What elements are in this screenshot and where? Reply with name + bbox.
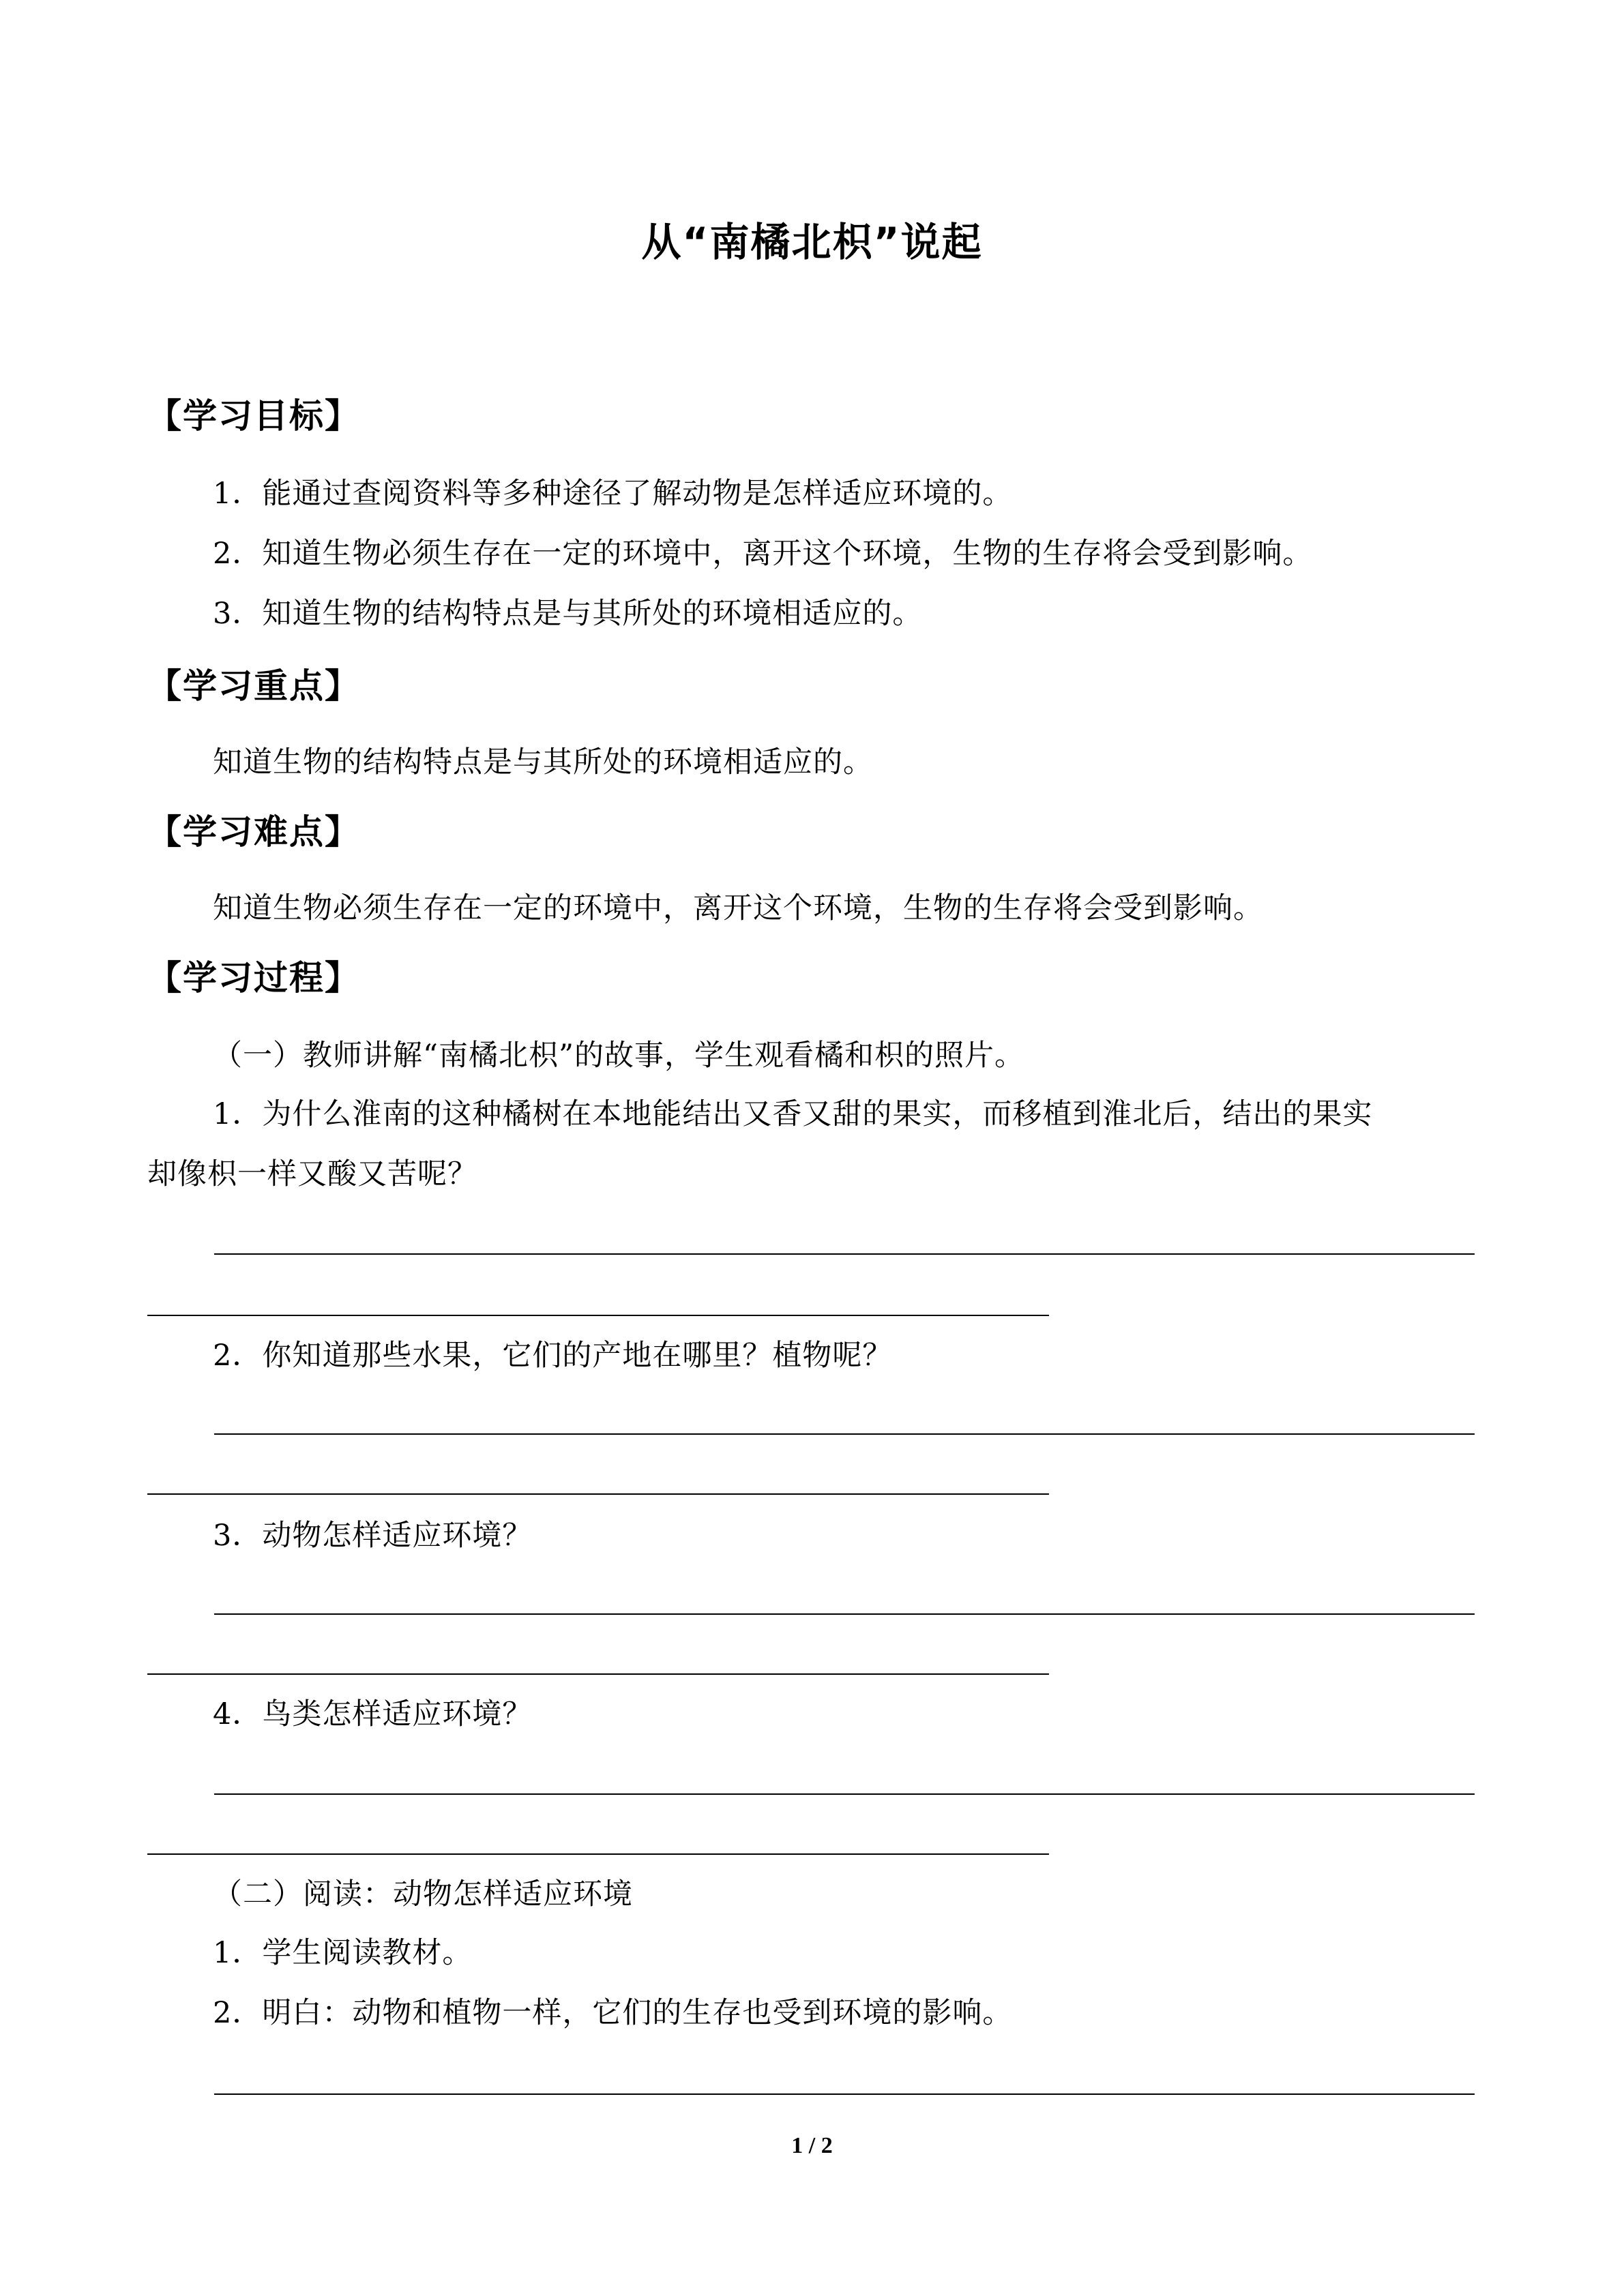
answer-line[interactable]: [147, 1315, 1049, 1316]
section-heading-goals: 【学习目标】: [147, 396, 360, 436]
key-points-text: 知道生物的结构特点是与其所处的环境相适应的。: [213, 745, 873, 779]
answer-line[interactable]: [214, 1433, 1475, 1435]
question-2: 2．你知道那些水果，它们的产地在哪里？植物呢？: [213, 1339, 893, 1373]
part2-item-1: 1．学生阅读教材。: [213, 1936, 473, 1970]
answer-line[interactable]: [214, 1793, 1475, 1795]
section-heading-process: 【学习过程】: [147, 958, 360, 998]
process-part1-heading: （一）教师讲解“南橘北枳”的故事，学生观看橘和枳的照片。: [213, 1039, 1024, 1073]
question-1-line-1: 1．为什么淮南的这种橘树在本地能结出又香又甜的果实，而移植到淮北后，结出的果实: [213, 1097, 1373, 1131]
answer-line[interactable]: [214, 1613, 1475, 1615]
question-1-line-2: 却像枳一样又酸又苦呢？: [147, 1157, 477, 1191]
goal-item-1: 1．能通过查阅资料等多种途径了解动物是怎样适应环境的。: [213, 477, 1013, 511]
answer-line[interactable]: [147, 1853, 1049, 1855]
section-heading-difficulties: 【学习难点】: [147, 812, 360, 852]
difficulties-text: 知道生物必须生存在一定的环境中，离开这个环境，生物的生存将会受到影响。: [213, 891, 1263, 925]
process-part2-heading: （二）阅读：动物怎样适应环境: [213, 1877, 633, 1911]
goal-item-3: 3．知道生物的结构特点是与其所处的环境相适应的。: [213, 597, 923, 631]
answer-line[interactable]: [214, 1253, 1475, 1255]
answer-line[interactable]: [214, 2093, 1475, 2095]
section-heading-key-points: 【学习重点】: [147, 666, 360, 706]
question-3: 3．动物怎样适应环境？: [213, 1519, 533, 1553]
answer-line[interactable]: [147, 1673, 1049, 1675]
page-title: 从“南橘北枳”说起: [641, 219, 983, 265]
answer-line[interactable]: [147, 1493, 1049, 1495]
part2-item-2: 2．明白：动物和植物一样，它们的生存也受到环境的影响。: [213, 1996, 1013, 2030]
goal-item-2: 2．知道生物必须生存在一定的环境中，离开这个环境，生物的生存将会受到影响。: [213, 537, 1313, 571]
page-number: 1 / 2: [791, 2133, 833, 2158]
question-4: 4．鸟类怎样适应环境？: [213, 1697, 533, 1731]
